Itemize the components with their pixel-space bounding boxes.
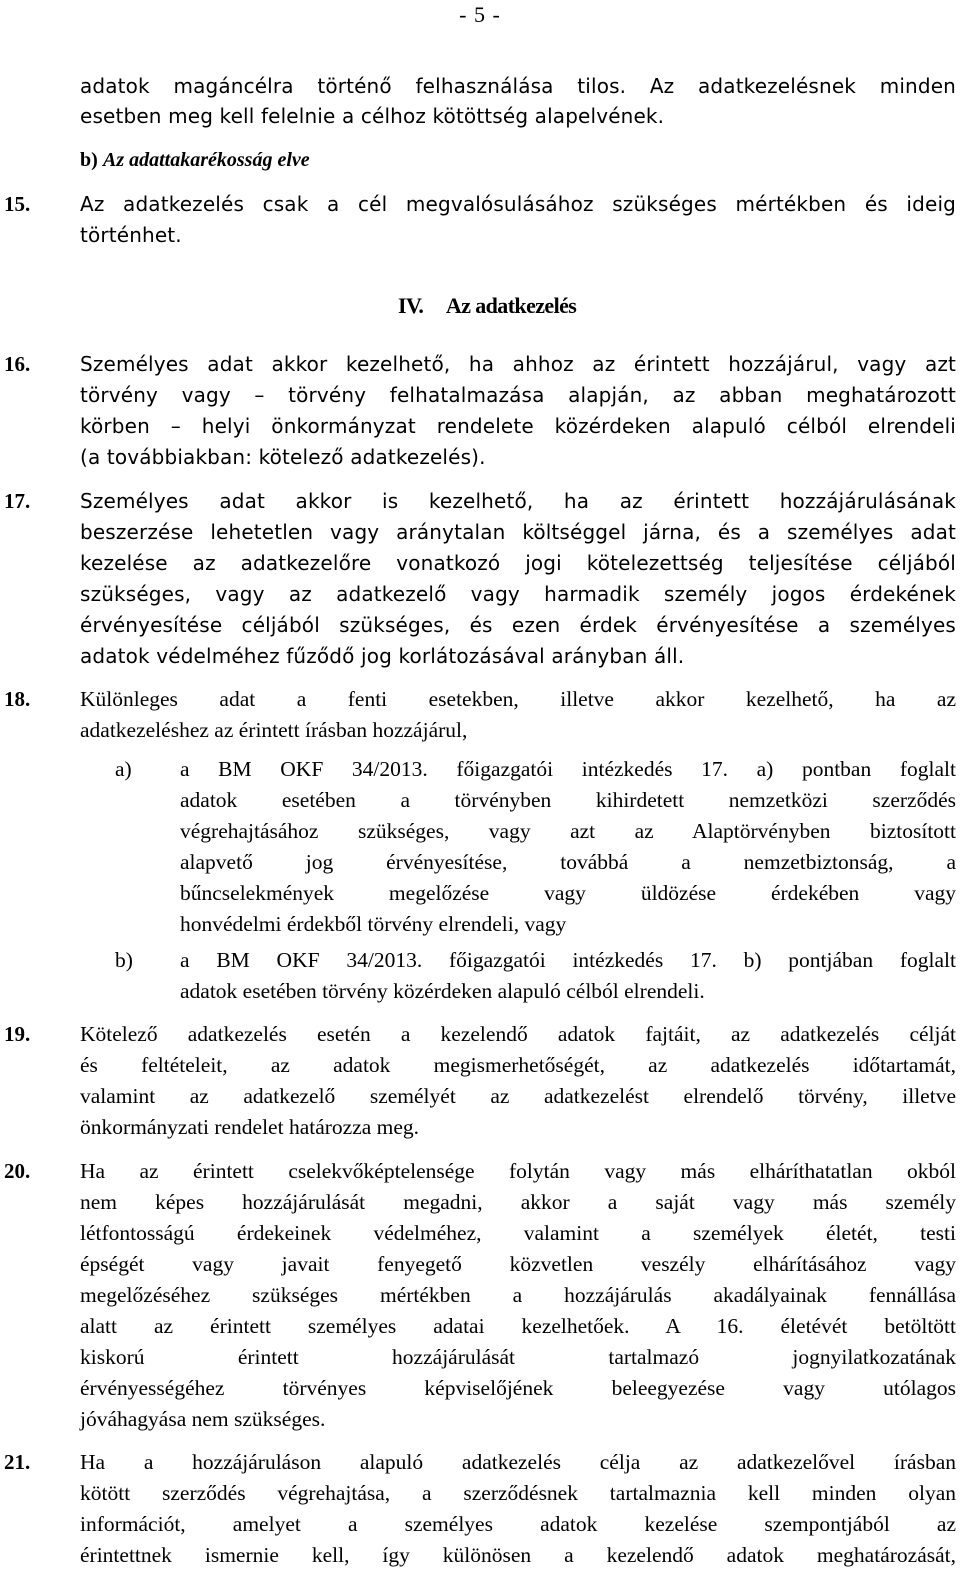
list-item-line: végrehajtásához szükséges, vagy azt az Alaptörvényben biztosított xyxy=(180,819,956,843)
page-number: - 5 - xyxy=(459,2,501,27)
intro-line: esetben meg kell felelnie a célhoz kötöttség alapelvének. xyxy=(80,104,665,128)
list-item-label: b) xyxy=(115,948,133,972)
section-line: kezelése az adatkezelőre vonatkozó jogi kötelezettség teljesítése céljából xyxy=(80,551,956,575)
section-line: szükséges, vagy az adatkezelő vagy harmadik személy jogos érdekének xyxy=(80,582,956,606)
section-line: létfontosságú érdekeinek védelméhez, valamint a személyek életét, testi xyxy=(80,1221,956,1245)
section-line: kötött szerződés végrehajtása, a szerződésnek tartalmaznia kell minden olyan xyxy=(80,1481,956,1505)
section-line: Az adatkezelés csak a cél megvalósulásához szükséges mértékben és ideig xyxy=(80,192,956,216)
section-number: 16. xyxy=(4,352,31,376)
section-number: 18. xyxy=(4,687,31,711)
list-item-label: a) xyxy=(115,757,132,781)
section-line: adatok védelméhez fűződő jog korlátozásával arányban áll. xyxy=(80,644,685,668)
section-number: 17. xyxy=(4,489,31,513)
section-line: érvényességéhez törvényes képviselőjének beleegyezése vagy utólagos xyxy=(80,1376,956,1400)
list-item-line: bűncselekmények megelőzése vagy üldözése érdekében vagy xyxy=(180,881,956,905)
list-item-line: adatok esetében a törvényben kihirdetett nemzetközi szerződés xyxy=(180,788,956,812)
section-line: Személyes adat akkor is kezelhető, ha az érintett hozzájárulásának xyxy=(80,489,956,513)
section-line: érvényesítése céljából szükséges, és ezen érdek érvényesítése a személyes xyxy=(80,613,956,637)
section-line: adatkezeléshez az érintett írásban hozzájárul, xyxy=(80,718,468,742)
section-line: Ha a hozzájáruláson alapuló adatkezelés célja az adatkezelővel írásban xyxy=(80,1450,956,1474)
heading-title: Az adatkezelés xyxy=(445,293,577,318)
list-item-line: a BM OKF 34/2013. főigazgatói intézkedés 17. b) pontjában foglalt xyxy=(180,948,956,972)
section-line: Kötelező adatkezelés esetén a kezelendő adatok fajtáit, az adatkezelés célját xyxy=(80,1022,956,1046)
section-number: 19. xyxy=(4,1022,31,1046)
section-line: Személyes adat akkor kezelhető, ha ahhoz az érintett hozzájárul, vagy azt xyxy=(80,352,956,376)
section-line: alatt az érintett személyes adatai kezelhetőek. A 16. életévét betöltött xyxy=(80,1314,956,1338)
section-line: és feltételeit, az adatok megismerhetőségét, az adatkezelés időtartamát, xyxy=(80,1053,956,1077)
section-line: megelőzéséhez szükséges mértékben a hozzájárulás akadályainak fennállása xyxy=(80,1283,956,1307)
section-heading xyxy=(398,293,576,319)
section-line: érintettnek ismernie kell, így különösen a kezelendő adatok meghatározását, xyxy=(80,1543,956,1567)
section-number: 21. xyxy=(4,1450,31,1474)
section-line: körben – helyi önkormányzat rendelete közérdeken alapuló célból elrendeli xyxy=(80,414,956,438)
section-line: nem képes hozzájárulását megadni, akkor a saját vagy más személy xyxy=(80,1190,956,1214)
section-line: történhet. xyxy=(80,223,182,247)
section-line: épségét vagy javait fenyegető közvetlen veszély elhárításához vagy xyxy=(80,1252,956,1276)
section-line: valamint az adatkezelő személyét az adatkezelést elrendelő törvény, illetve xyxy=(80,1084,956,1108)
section-number: 15. xyxy=(4,192,31,216)
section-line: Különleges adat a fenti esetekben, illetve akkor kezelhető, ha az xyxy=(80,687,956,711)
section-line: Ha az érintett cselekvőképtelensége folytán vagy más elháríthatatlan okból xyxy=(80,1159,956,1183)
section-line: kiskorú érintett hozzájárulását tartalmazó jognyilatkozatának xyxy=(80,1345,956,1369)
section-line: információt, amelyet a személyes adatok kezelése szempontjából az xyxy=(80,1512,956,1536)
list-item-line: a BM OKF 34/2013. főigazgatói intézkedés 17. a) pontban foglalt xyxy=(180,757,956,781)
section-line: (a továbbiakban: kötelező adatkezelés). xyxy=(80,445,486,469)
section-line: jóváhagyása nem szükséges. xyxy=(80,1407,326,1431)
list-item-line: adatok esetében törvény közérdeken alapuló célból elrendeli. xyxy=(180,979,705,1003)
section-number: 20. xyxy=(4,1159,31,1183)
subheading-title: Az adattakarékosság elve xyxy=(103,149,310,171)
list-item-line: alapvető jog érvényesítése, továbbá a nemzetbiztonság, a xyxy=(180,850,956,874)
heading-number: IV. xyxy=(398,293,424,318)
section-line: törvény vagy – törvény felhatalmazása alapján, az abban meghatározott xyxy=(80,383,956,407)
list-item-line: honvédelmi érdekből törvény elrendeli, vagy xyxy=(180,912,567,936)
subheading-letter: b) xyxy=(80,149,98,171)
intro-line: adatok magáncélra történő felhasználása tilos. Az adatkezelésnek minden xyxy=(80,74,956,98)
section-line: beszerzése lehetetlen vagy aránytalan költséggel járna, és a személyes adat xyxy=(80,520,956,544)
section-line: önkormányzati rendelet határozza meg. xyxy=(80,1115,420,1139)
